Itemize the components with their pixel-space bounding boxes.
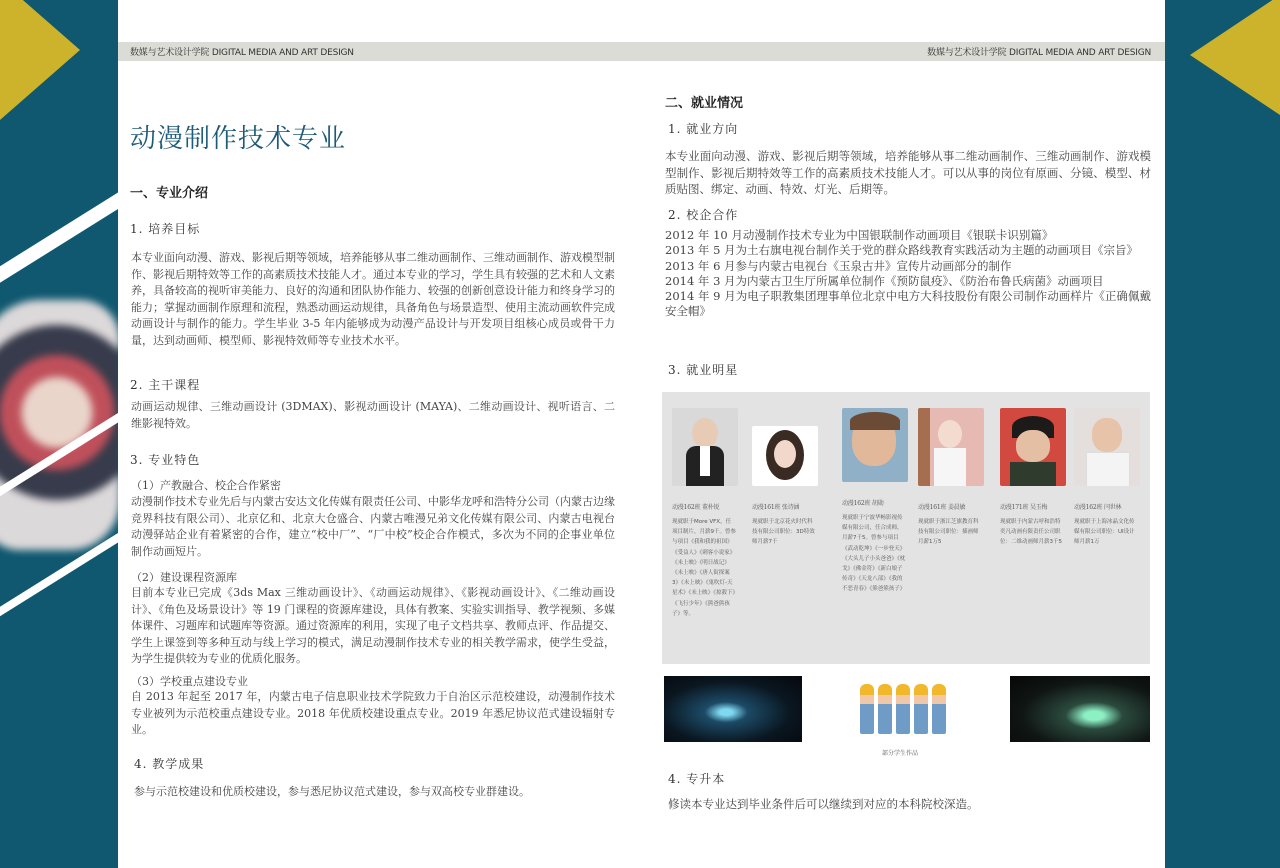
right-gold-triangle (1190, 0, 1280, 115)
star-description: 现就职于宁波华畅影视传媒有限公司，任合成师，月薪7千5。曾参与项目《武动乾坤》《一步登天》《大头儿子小头爸爸》《枕戈》《佛金符》《新白娘子传奇》《天龙八部》《我的不恶青春》《熊爸熊孩子》 (842, 515, 906, 593)
paragraph: 目前本专业已完成《3ds Max 三维动画设计》、《动画运动规律》、《影视动画设计》、《二维动画设计》、《角色及场景设计》等 19 门课程的资源库建设，具体有教案、实验实训指导、教学视频、多媒体课件、习题库和试题库等资源。通过资源库的利用，实现了电子文档共享、教师点评、作品提交、学生上课签到等多种互动与线上学习的模式，满足动漫制作技术专业的相关教学需求，使学生受益，为学生提供较为专业的优质化服务。 (131, 586, 615, 665)
subsection-heading: 1. 就业方向 (668, 122, 739, 136)
white-diagonal-stripe (0, 175, 118, 293)
subsection-heading: 4. 专升本 (668, 772, 726, 786)
star-photo (1000, 408, 1066, 486)
student-work-thumbnail (860, 676, 950, 742)
left-gold-triangle (0, 0, 80, 120)
student-work-thumbnail (1010, 676, 1150, 742)
star-photo (918, 408, 984, 486)
left-frame (0, 0, 118, 868)
cooperation-item: 2014 年 9 月为电子职教集团理事单位北京中电方大科技股份有限公司制作动画样片《正确佩戴安全帽》 (665, 289, 1151, 319)
item-title: （3）学校重点建设专业 (131, 675, 248, 688)
star-card (1074, 408, 1140, 548)
star-name: 动漫161班 张诗涵 (752, 504, 800, 511)
star-description: 现就职于北京花火时代科技有限公司职位：3D特效师月薪7千 (752, 519, 815, 546)
paragraph: 本专业面向动漫、游戏、影视后期等领域，培养能够从事二维动画制作、三维动画制作、游戏模型制作、影视后期特效等工作的高素质技术技能人才。通过本专业的学习，学生具有较强的艺术和人文素养，具备较高的视听审美能力、良好的沟通和团队协作能力、较强的创新创意设计能力和终身学习的能力；掌握动画制作原理和流程，熟悉动画运动规律，具备角色与场景造型、使用主流动画软件完成动画设计与制作的能力。学生毕业 3-5 年内能够成为动漫产品设计与开发项目组核心成员或骨干力量，达到动画师、模型师、影视特效师等专业技术水平。 (131, 251, 615, 347)
page-title: 动漫制作技术专业 (130, 124, 347, 154)
item-title: （1）产教融合、校企合作紧密 (131, 479, 281, 492)
star-name: 动漫171班 吴玉梅 (1000, 504, 1048, 511)
works-caption: 部分学生作品 (882, 750, 919, 757)
star-description: 现就职于上海冰晶文化传媒有限公司职位：UI设计师月薪1万 (1074, 519, 1135, 546)
subsection-heading: 4. 教学成果 (134, 757, 205, 771)
paragraph: 自 2013 年起至 2017 年，内蒙古电子信息职业技术学院致力于自治区示范校建设，动漫制作技术专业被列为示范校重点建设专业。2018 年优质校建设重点专业。2019 年悉尼协议范式建设辐射专业。 (131, 690, 615, 736)
subsection-heading: 1. 培养目标 (130, 222, 201, 236)
star-photo (672, 408, 738, 486)
student-work-thumbnail (664, 676, 802, 742)
star-photo (752, 426, 818, 486)
paragraph: 动画运动规律、三维动画设计 (3DMAX)、影视动画设计 (MAYA)、二维动画设计、视听语言、二维影视特效。 (131, 400, 615, 430)
star-description: 现就职于内蒙古呼和浩特奕凡动画有限责任公司职位：二维动画师月薪3千5 (1000, 519, 1062, 546)
header-left-text: 数媒与艺术设计学院 DIGITAL MEDIA AND ART DESIGN (130, 48, 354, 58)
star-name: 动漫162班 董朴锐 (672, 504, 720, 511)
employment-stars-panel (662, 392, 1150, 664)
star-description: 现就职于More VFX，任项目制片，月薪9千。曾参与项目《我和我的祖国》《受益人》《刺客小说家》《未上映》《明日战记》《未上映》《唐人街探案3》《未上映》《鬼吹灯-天星术》《未上映》《掠殺下》《飞行少年》《熊爸熊孩子》等。 (672, 519, 737, 617)
star-card (1000, 408, 1066, 548)
subsection-heading: 2. 校企合作 (668, 208, 739, 222)
star-name: 动漫162班 胡勋 (842, 500, 884, 507)
cooperation-item: 2013 年 6 月参与内蒙古电视台《玉泉古井》宣传片动画部分的制作 (665, 258, 1012, 273)
subsection-heading: 3. 就业明星 (668, 363, 739, 377)
star-card (672, 408, 738, 619)
paragraph: 动漫制作技术专业先后与内蒙古安达文化传媒有限责任公司、中影华龙呼和浩特分公司（内蒙古边缘竞界科技有限公司）、北京亿和、北京大仓盛合、内蒙古唯漫兄弟文化传媒有限公司、内蒙古电视台动漫驿站企业有着紧密的合作，建立“校中厂”、“厂中校”校企合作模式，多次为不同的企事业单位制作动画短片。 (131, 495, 615, 558)
subsection-heading: 2. 主干课程 (130, 378, 201, 392)
star-description: 现就职于浙江芝旗教育科技有限公司职位：插画师月薪1万5 (918, 519, 979, 546)
star-photo (1074, 408, 1140, 486)
star-name: 动漫161班 姜晨敏 (918, 504, 966, 511)
cooperation-item: 2014 年 3 月为内蒙古卫生厅所属单位制作《预防鼠疫》、《防治布鲁氏病菌》动画项目 (665, 273, 1104, 288)
brochure-spread (118, 0, 1165, 868)
item-title: （2）建设课程资源库 (131, 571, 237, 584)
cooperation-list (665, 228, 1151, 320)
cooperation-item: 2012 年 10 月动漫制作技术专业为中国银联制作动画项目《银联卡识别篇》 (665, 228, 1054, 242)
subsection-heading: 3. 专业特色 (130, 453, 201, 467)
header-bar (118, 42, 1165, 61)
paragraph: 参与示范校建设和优质校建设，参与悉尼协议范式建设，参与双高校专业群建设。 (134, 785, 530, 798)
paragraph: 修读本专业达到毕业条件后可以继续到对应的本科院校深造。 (668, 797, 979, 811)
star-card (918, 408, 984, 548)
cooperation-item: 2013 年 5 月为土右旗电视台制作关于党的群众路线教育实践活动为主题的动画项目《宗旨》 (665, 243, 1139, 258)
star-name: 动漫162班 闫世林 (1074, 504, 1122, 511)
star-card (752, 408, 818, 548)
paragraph: 本专业面向动漫、游戏、影视后期等领域，培养能够从事二维动画制作、三维动画制作、游戏模型制作、影视后期特效等工作的高素质技术技能人才。可以从事的岗位有原画、分镜、模型、材质贴图、绑定、动画、特效、灯光、后期等。 (665, 149, 1151, 196)
star-card (842, 408, 908, 595)
section-heading: 一、专业介绍 (130, 186, 209, 201)
star-photo (842, 408, 908, 482)
header-right-text: 数媒与艺术设计学院 DIGITAL MEDIA AND ART DESIGN (927, 48, 1151, 58)
section-heading: 二、就业情况 (665, 96, 744, 111)
right-frame (1165, 0, 1280, 868)
